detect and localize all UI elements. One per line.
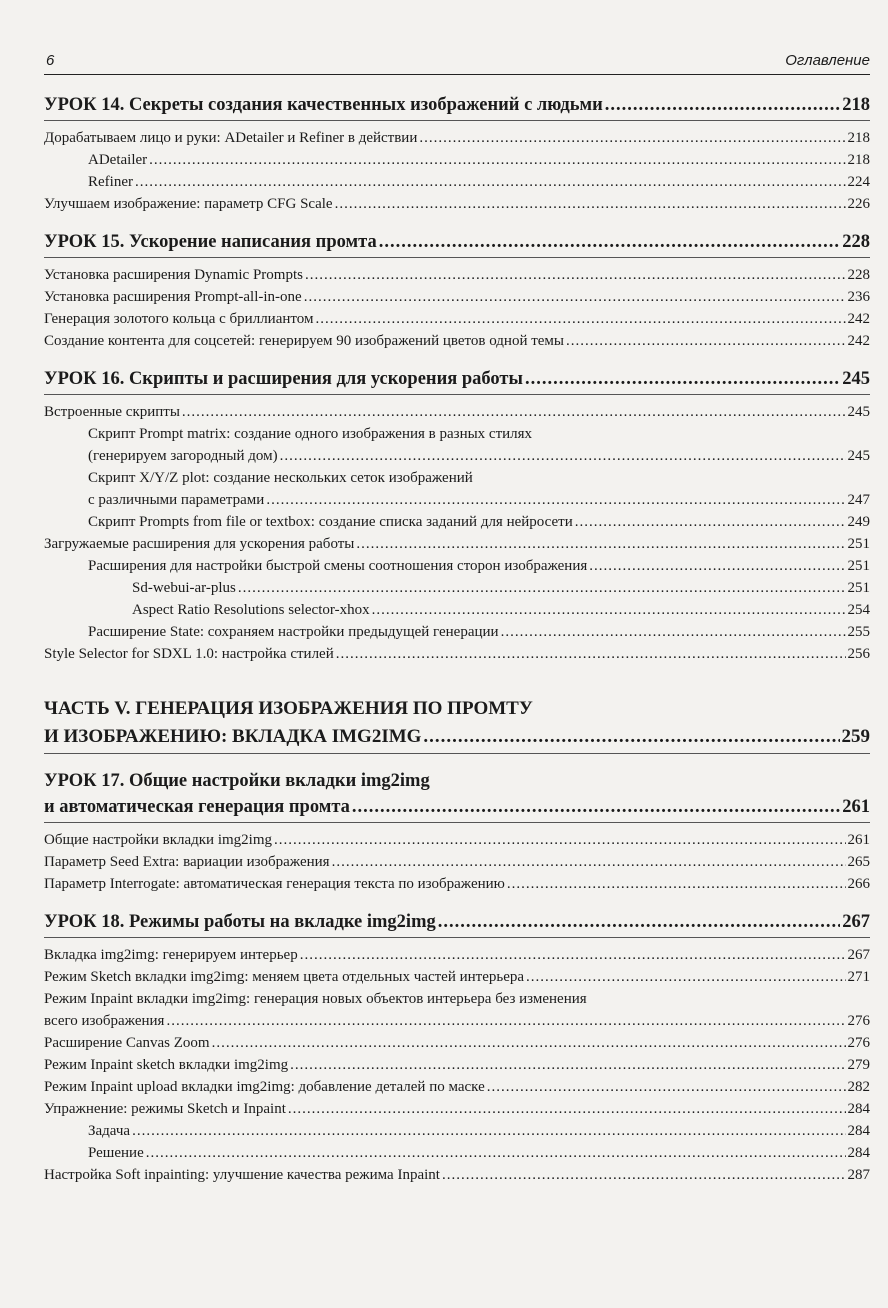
toc-page-num: 228 xyxy=(842,232,870,252)
toc-page-num: 276 xyxy=(847,1013,870,1029)
toc-entry-text: Sd-webui-ar-plus xyxy=(132,580,236,596)
toc-entry-text: Установка расширения Prompt-all-in-one xyxy=(44,289,302,305)
toc-entry[interactable] xyxy=(44,193,870,215)
toc-entry[interactable] xyxy=(44,511,870,533)
toc-page-num: 284 xyxy=(847,1123,870,1139)
toc-entry-text: Скрипт Prompts from file or textbox: создание списка заданий для нейросети xyxy=(88,514,573,530)
toc-entry[interactable] xyxy=(44,599,870,621)
toc-content xyxy=(44,92,870,1186)
toc-entry-text: Режим Inpaint upload вкладки img2img: добавление деталей по маске xyxy=(44,1079,485,1095)
toc-page-num: 245 xyxy=(847,404,870,420)
toc-page-num: 267 xyxy=(842,912,870,932)
toc-page-num: 261 xyxy=(842,797,870,817)
toc-entry-text: Aspect Ratio Resolutions selector-xhox xyxy=(132,602,370,618)
toc-entry[interactable] xyxy=(44,330,870,352)
toc-entry-text: Генерация золотого кольца с бриллиантом xyxy=(44,311,314,327)
toc-page-num: 284 xyxy=(847,1145,870,1161)
toc-entry-text: Параметр Seed Extra: вариации изображения xyxy=(44,854,330,870)
toc-entry-text: (генерируем загородный дом) xyxy=(88,448,278,464)
toc-entry-line[interactable]: Скрипт Prompt matrix: создание одного изображения в разных стилях xyxy=(88,426,533,442)
toc-part-5[interactable] xyxy=(44,723,870,754)
toc-entry-text: Улучшаем изображение: параметр CFG Scale xyxy=(44,196,333,212)
toc-entry[interactable] xyxy=(44,944,870,966)
toc-page-num: 245 xyxy=(847,448,870,464)
toc-entry-text: Общие настройки вкладки img2img xyxy=(44,832,273,848)
toc-page-num: 276 xyxy=(847,1035,870,1051)
toc-page-num: 226 xyxy=(847,196,870,212)
toc-page-num: 218 xyxy=(847,130,870,146)
page-header xyxy=(44,52,870,75)
toc-page-num: 255 xyxy=(847,624,870,640)
toc-entry-text: Создание контента для соцсетей: генерируем 90 изображений цветов одной темы xyxy=(44,333,565,349)
toc-entry-text: Расширение Canvas Zoom xyxy=(44,1035,210,1051)
toc-lesson-18[interactable] xyxy=(44,909,870,938)
toc-entry-text: Вкладка img2img: генерируем интерьер xyxy=(44,947,298,963)
toc-entry[interactable] xyxy=(44,401,870,423)
toc-page-num: 242 xyxy=(847,311,870,327)
toc-entry[interactable] xyxy=(44,829,870,851)
toc-lesson-15[interactable] xyxy=(44,229,870,258)
toc-page-num: 249 xyxy=(847,514,870,530)
toc-entry[interactable] xyxy=(44,873,870,895)
toc-entry[interactable] xyxy=(44,1164,870,1186)
toc-entry-text: Настройка Soft inpainting: улучшение качества режима Inpaint xyxy=(44,1167,440,1183)
toc-entry[interactable] xyxy=(44,621,870,643)
toc-entry[interactable] xyxy=(44,643,870,665)
toc-page-num: 224 xyxy=(847,174,870,190)
toc-entry[interactable] xyxy=(44,127,870,149)
toc-entry[interactable] xyxy=(44,1054,870,1076)
toc-entry-text: Режим Inpaint sketch вкладки img2img xyxy=(44,1057,289,1073)
page-number: 6 xyxy=(46,52,55,69)
toc-entry-text: Задача xyxy=(88,1123,131,1139)
toc-page-num: 247 xyxy=(847,492,870,508)
toc-entry[interactable] xyxy=(44,577,870,599)
toc-entry[interactable] xyxy=(44,264,870,286)
toc-page-num: 261 xyxy=(847,832,870,848)
toc-entry[interactable] xyxy=(44,149,870,171)
toc-page-num: 256 xyxy=(847,646,870,662)
toc-page-num: 266 xyxy=(847,876,870,892)
toc-page-num: 282 xyxy=(847,1079,870,1095)
toc-entry-text: Решение xyxy=(88,1145,144,1161)
toc-entry[interactable] xyxy=(44,555,870,577)
toc-page-num: 287 xyxy=(847,1167,870,1183)
toc-entry[interactable] xyxy=(44,1076,870,1098)
toc-page-num: 279 xyxy=(847,1057,870,1073)
toc-entry[interactable] xyxy=(44,445,870,467)
toc-lesson-title: УРОК 18. Режимы работы на вкладке img2img xyxy=(44,912,436,932)
toc-page-num: 271 xyxy=(847,969,870,985)
toc-page-num: 228 xyxy=(847,267,870,283)
toc-page-num: 245 xyxy=(842,369,870,389)
toc-page-num: 284 xyxy=(847,1101,870,1117)
toc-entry[interactable] xyxy=(44,286,870,308)
toc-entry-text: Расширения для настройки быстрой смены соотношения сторон изображения xyxy=(88,558,588,574)
toc-entry-text: ADetailer xyxy=(88,152,148,168)
toc-page-num: 251 xyxy=(847,536,870,552)
toc-page-num: 251 xyxy=(847,558,870,574)
toc-entry-text: Refiner xyxy=(88,174,133,190)
toc-page-num: 267 xyxy=(847,947,870,963)
toc-part-title: И ИЗОБРАЖЕНИЮ: ВКЛАДКА IMG2IMG xyxy=(44,726,422,747)
toc-entry[interactable] xyxy=(44,171,870,193)
toc-lesson-title: УРОК 14. Секреты создания качественных изображений с людьми xyxy=(44,95,603,115)
toc-entry[interactable] xyxy=(44,308,870,330)
toc-entry-text: Параметр Interrogate: автоматическая генерация текста по изображению xyxy=(44,876,505,892)
toc-entry[interactable] xyxy=(44,489,870,511)
toc-entry[interactable] xyxy=(44,1098,870,1120)
toc-page-num: 254 xyxy=(847,602,870,618)
toc-part-title-line[interactable]: ЧАСТЬ V. ГЕНЕРАЦИЯ ИЗОБРАЖЕНИЯ ПО ПРОМТУ xyxy=(44,698,533,719)
toc-entry-text: всего изображения xyxy=(44,1013,165,1029)
toc-lesson-title: и автоматическая генерация промта xyxy=(44,797,350,817)
toc-entry-text: Упражнение: режимы Sketch и Inpaint xyxy=(44,1101,286,1117)
toc-entry[interactable] xyxy=(44,1142,870,1164)
toc-lesson-title: УРОК 16. Скрипты и расширения для ускорения работы xyxy=(44,369,523,389)
toc-page-num: 242 xyxy=(847,333,870,349)
toc-lesson-title-line[interactable]: УРОК 17. Общие настройки вкладки img2img xyxy=(44,771,430,791)
toc-entry-text: Встроенные скрипты xyxy=(44,404,180,420)
toc-entry[interactable] xyxy=(44,533,870,555)
toc-page-num: 265 xyxy=(847,854,870,870)
running-title: Оглавление xyxy=(785,52,870,69)
toc-entry-text: Дорабатываем лицо и руки: ADetailer и Refiner в действии xyxy=(44,130,418,146)
toc-entry-text: Режим Sketch вкладки img2img: меняем цвета отдельных частей интерьера xyxy=(44,969,525,985)
toc-entry[interactable] xyxy=(44,966,870,988)
toc-entry-text: Расширение State: сохраняем настройки предыдущей генерации xyxy=(88,624,499,640)
toc-entry-line[interactable]: Режим Inpaint вкладки img2img: генерация новых объектов интерьера без изменения xyxy=(44,991,587,1007)
toc-entry-text: Установка расширения Dynamic Prompts xyxy=(44,267,303,283)
toc-entry-text: Загружаемые расширения для ускорения работы xyxy=(44,536,355,552)
toc-entry[interactable] xyxy=(44,1120,870,1142)
toc-lesson-16[interactable] xyxy=(44,366,870,395)
toc-entry[interactable] xyxy=(44,1010,870,1032)
toc-lesson-17[interactable] xyxy=(44,794,870,823)
toc-page-num: 218 xyxy=(847,152,870,168)
toc-lesson-14[interactable] xyxy=(44,92,870,121)
toc-page-num: 251 xyxy=(847,580,870,596)
toc-entry[interactable] xyxy=(44,1032,870,1054)
toc-page-num: 236 xyxy=(847,289,870,305)
toc-entry-text: Style Selector for SDXL 1.0: настройка стилей xyxy=(44,646,334,662)
toc-lesson-title: УРОК 15. Ускорение написания промта xyxy=(44,232,377,252)
toc-page-num: 259 xyxy=(841,726,870,747)
toc-entry-text: с различными параметрами xyxy=(88,492,265,508)
toc-page-num: 218 xyxy=(842,95,870,115)
toc-entry-line[interactable]: Скрипт X/Y/Z plot: создание нескольких сеток изображений xyxy=(88,470,473,486)
toc-entry[interactable] xyxy=(44,851,870,873)
